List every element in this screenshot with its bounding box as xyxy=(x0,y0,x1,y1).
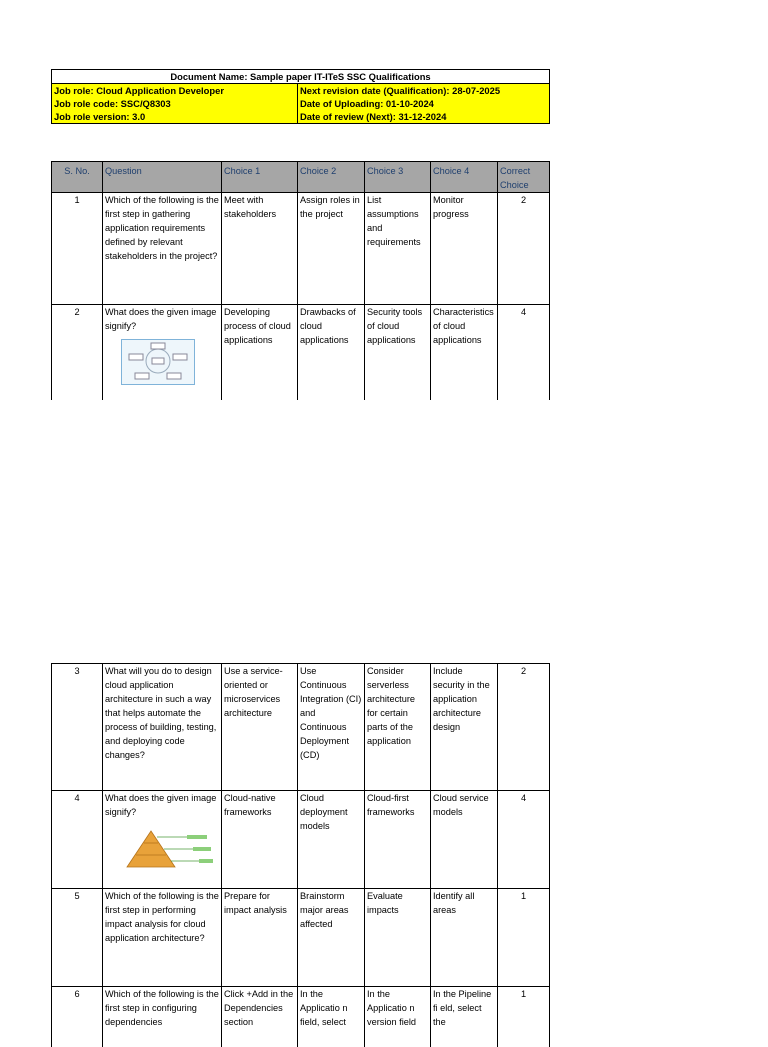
date-of-uploading: Date of Uploading: 01-10-2024 xyxy=(298,97,550,110)
questions-table-page-1 xyxy=(51,161,550,400)
choice-1-cell: Cloud-native frameworks xyxy=(222,791,298,889)
question-cell xyxy=(103,791,222,889)
next-revision-date: Next revision date (Qualification): 28-07-2025 xyxy=(298,84,550,98)
question-cell: Which of the following is the first step in performing impact analysis for cloud application architecture? xyxy=(103,889,222,987)
sno-cell: 2 xyxy=(52,305,103,400)
choice-3-cell: In the Applicatio n version field xyxy=(365,987,431,1047)
choice-3-cell: Evaluate impacts xyxy=(365,889,431,987)
question-cell xyxy=(103,305,222,400)
correct-choice-cell: 2 xyxy=(498,664,550,791)
job-role-code: Job role code: SSC/Q8303 xyxy=(52,97,298,110)
question-cell: Which of the following is the first step in gathering application requirements defined by relevant stakeholders in the project? xyxy=(103,193,222,305)
choice-2-cell: In the Applicatio n field, select xyxy=(298,987,365,1047)
table-row xyxy=(52,791,550,889)
choice-4-cell: In the Pipeline fi eld, select the xyxy=(431,987,498,1047)
choice-3-cell: Consider serverless architecture for certain parts of the application xyxy=(365,664,431,791)
question-text: What does the given image signify? xyxy=(105,307,217,331)
sno-cell: 6 xyxy=(52,987,103,1047)
col-header-correct-choice: Correct Choice xyxy=(498,162,550,193)
choice-1-cell: Click +Add in the Dependencies section xyxy=(222,987,298,1047)
col-header-choice-3: Choice 3 xyxy=(365,162,431,193)
table-row xyxy=(52,987,550,1047)
job-role-version: Job role version: 3.0 xyxy=(52,110,298,124)
question-text: What does the given image signify? xyxy=(105,793,217,817)
question-cell: Which of the following is the first step in configuring dependencies xyxy=(103,987,222,1047)
choice-4-cell: Monitor progress xyxy=(431,193,498,305)
table-row xyxy=(52,193,550,305)
sno-cell: 1 xyxy=(52,193,103,305)
choice-1-cell: Meet with stakeholders xyxy=(222,193,298,305)
date-of-review: Date of review (Next): 31-12-2024 xyxy=(298,110,550,124)
choice-1-cell: Prepare for impact analysis xyxy=(222,889,298,987)
sno-cell: 3 xyxy=(52,664,103,791)
job-role: Job role: Cloud Application Developer xyxy=(52,84,298,98)
choice-2-cell: Drawbacks of cloud applications xyxy=(298,305,365,400)
col-header-choice-4: Choice 4 xyxy=(431,162,498,193)
correct-choice-cell: 4 xyxy=(498,791,550,889)
correct-choice-cell: 2 xyxy=(498,193,550,305)
question-cell: What will you do to design cloud application architecture in such a way that helps automate the process of building, testing, and deploying code changes? xyxy=(103,664,222,791)
sno-cell: 5 xyxy=(52,889,103,987)
table-row xyxy=(52,664,550,791)
choice-4-cell: Include security in the application architecture design xyxy=(431,664,498,791)
sno-cell: 4 xyxy=(52,791,103,889)
col-header-question: Question xyxy=(103,162,222,193)
questions-table-page-2 xyxy=(51,663,550,1047)
choice-2-cell: Brainstorm major areas affected xyxy=(298,889,365,987)
table-row xyxy=(52,305,550,400)
col-header-choice-1: Choice 1 xyxy=(222,162,298,193)
col-header-choice-2: Choice 2 xyxy=(298,162,365,193)
choice-3-cell: List assumptions and requirements xyxy=(365,193,431,305)
choice-1-cell: Use a service-oriented or microservices architecture xyxy=(222,664,298,791)
choice-4-cell: Identify all areas xyxy=(431,889,498,987)
choice-3-cell: Security tools of cloud applications xyxy=(365,305,431,400)
document-title: Document Name: Sample paper IT-ITeS SSC Qualifications xyxy=(52,70,550,84)
correct-choice-cell: 1 xyxy=(498,889,550,987)
choice-2-cell: Assign roles in the project xyxy=(298,193,365,305)
choice-3-cell: Cloud-first frameworks xyxy=(365,791,431,889)
table-header-row xyxy=(52,162,550,193)
cycle-diagram-image xyxy=(121,339,195,385)
correct-choice-cell: 4 xyxy=(498,305,550,400)
table-row xyxy=(52,889,550,987)
choice-4-cell: Characteristics of cloud applications xyxy=(431,305,498,400)
col-header-sno: S. No. xyxy=(52,162,103,193)
choice-2-cell: Use Continuous Integration (CI) and Continuous Deployment (CD) xyxy=(298,664,365,791)
choice-1-cell: Developing process of cloud applications xyxy=(222,305,298,400)
choice-4-cell: Cloud service models xyxy=(431,791,498,889)
choice-2-cell: Cloud deployment models xyxy=(298,791,365,889)
document-header xyxy=(51,69,550,124)
correct-choice-cell: 1 xyxy=(498,987,550,1047)
pyramid-diagram-image xyxy=(123,827,215,871)
